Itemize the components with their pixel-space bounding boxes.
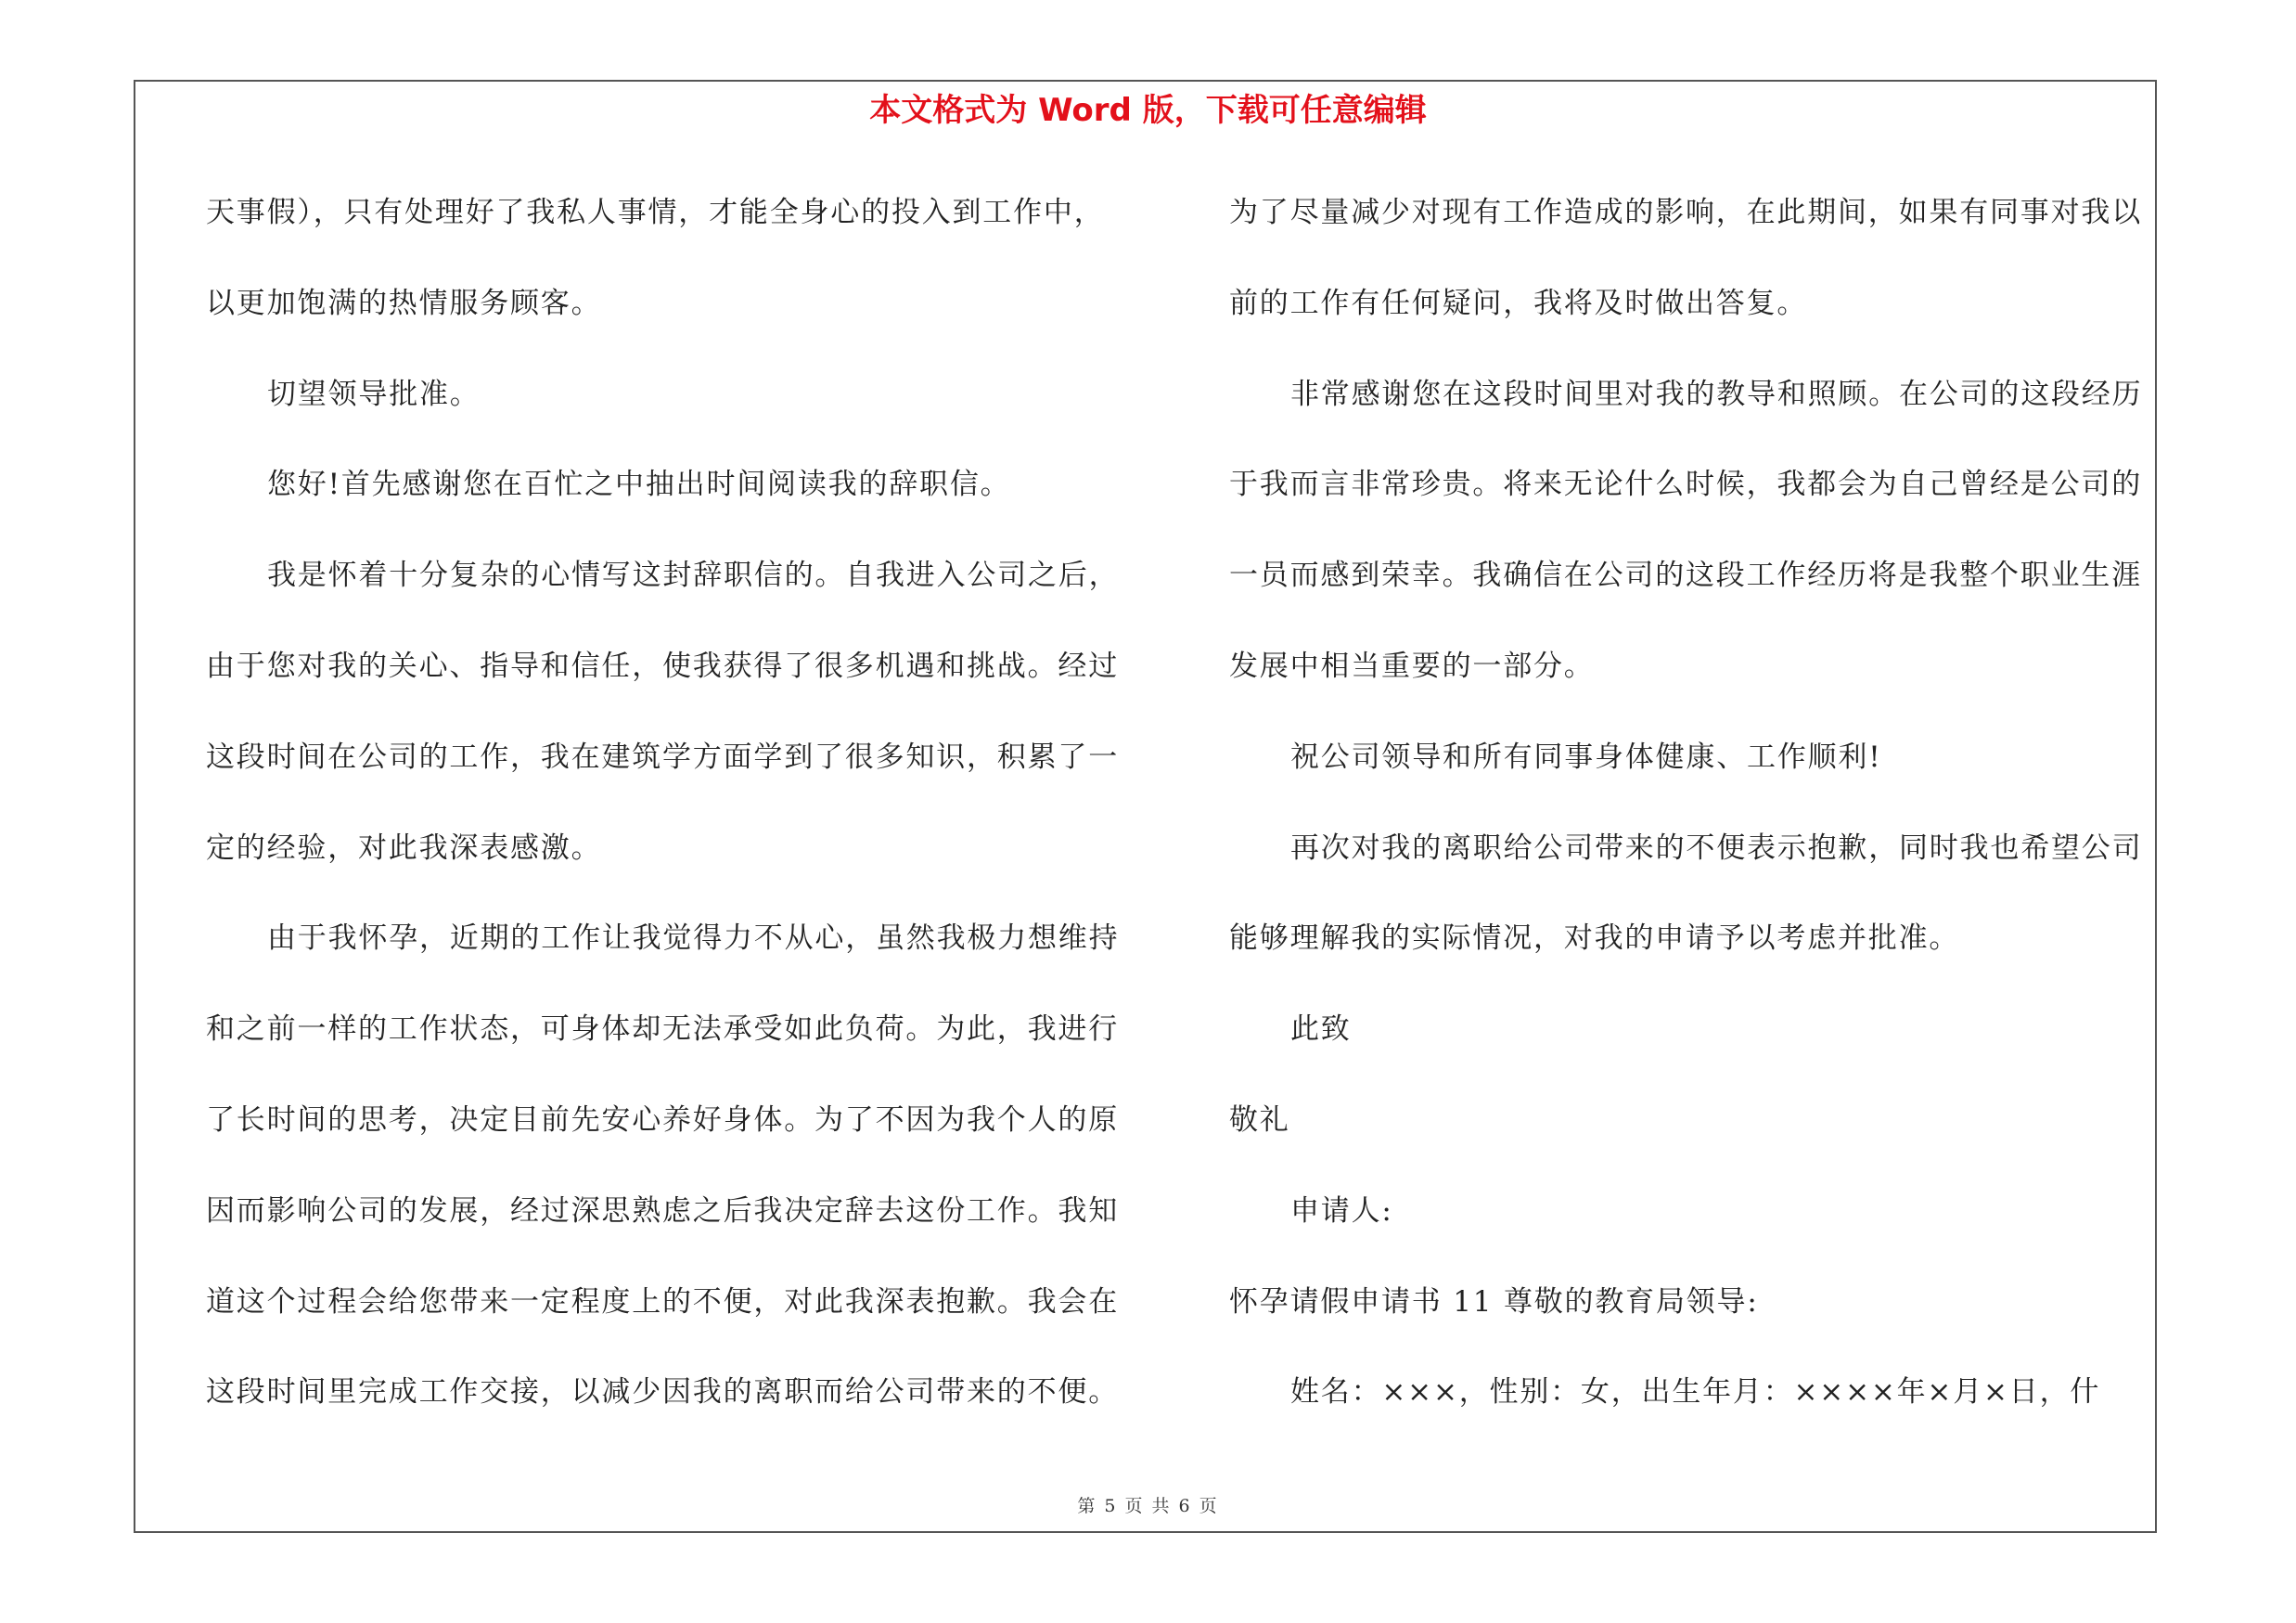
left-text-column [206,186,1145,1456]
text-line: 以更加饱满的热情服务顾客。 [206,286,602,320]
text-line: 天事假），只有处理好了我私人事情，才能全身心的投入到工作中， [206,196,1105,229]
text-line: 前的工作有任何疑问，我将及时做出答复。 [1229,286,1808,320]
text-line: 再次对我的离职给公司带来的不便表示抱歉，同时我也希望公司 [1290,831,2143,865]
page-number-footer: 第 5 页 共 6 页 [1077,1496,1219,1516]
text-line: 由于我怀孕，近期的工作让我觉得力不从心，虽然我极力想维持 [267,921,1120,956]
format-banner: 本文格式为 Word 版，下载可任意编辑 [869,92,1427,129]
text-line: 由于您对我的关心、指导和信任，使我获得了很多机遇和挑战。经过 [206,649,1119,683]
text-line: 这段时间在公司的工作，我在建筑学方面学到了很多知识，积累了一 [206,740,1119,774]
text-line: 祝公司领导和所有同事身体健康、工作顺利! [1290,740,1882,774]
text-line: 此致 [1290,1012,1352,1047]
text-line: 和之前一样的工作状态，可身体却无法承受如此负荷。为此，我进行 [206,1012,1119,1047]
text-line: 因而影响公司的发展，经过深思熟虑之后我决定辞去这份工作。我知 [206,1193,1119,1228]
text-line: 申请人: [1290,1193,1393,1228]
text-line: 定的经验，对此我深表感激。 [206,831,602,865]
text-line: 敬礼 [1229,1102,1290,1137]
text-line: 这段时间里完成工作交接，以减少因我的离职而给公司带来的不便。 [206,1375,1119,1410]
text-line: 能够理解我的实际情况，对我的申请予以考虑并批准。 [1229,921,1960,956]
text-line: 我是怀着十分复杂的心情写这封辞职信的。自我进入公司之后， [267,559,1120,593]
text-line: 怀孕请假申请书 11 尊敬的教育局领导: [1229,1284,1759,1319]
right-text-column [1229,186,2152,1456]
text-line: 道这个过程会给您带来一定程度上的不便，对此我深表抱歉。我会在 [206,1284,1119,1319]
text-line: 一员而感到荣幸。我确信在公司的这段工作经历将是我整个职业生涯 [1229,559,2142,593]
text-line: 于我而言非常珍贵。将来无论什么时候，我都会为自己曾经是公司的 [1229,468,2142,502]
text-line: 姓名：×××，性别：女，出生年月：××××年×月×日，什 [1290,1375,2101,1410]
text-line: 您好!首先感谢您在百忙之中抽出时间阅读我的辞职信。 [267,468,1011,502]
text-line: 发展中相当重要的一部分。 [1229,649,1595,683]
text-line: 切望领导批准。 [267,377,481,411]
text-line: 非常感谢您在这段时间里对我的教导和照顾。在公司的这段经历 [1290,377,2143,411]
text-line: 了长时间的思考，决定目前先安心养好身体。为了不因为我个人的原 [206,1102,1119,1137]
text-line: 为了尽量减少对现有工作造成的影响，在此期间，如果有同事对我以 [1229,196,2142,229]
